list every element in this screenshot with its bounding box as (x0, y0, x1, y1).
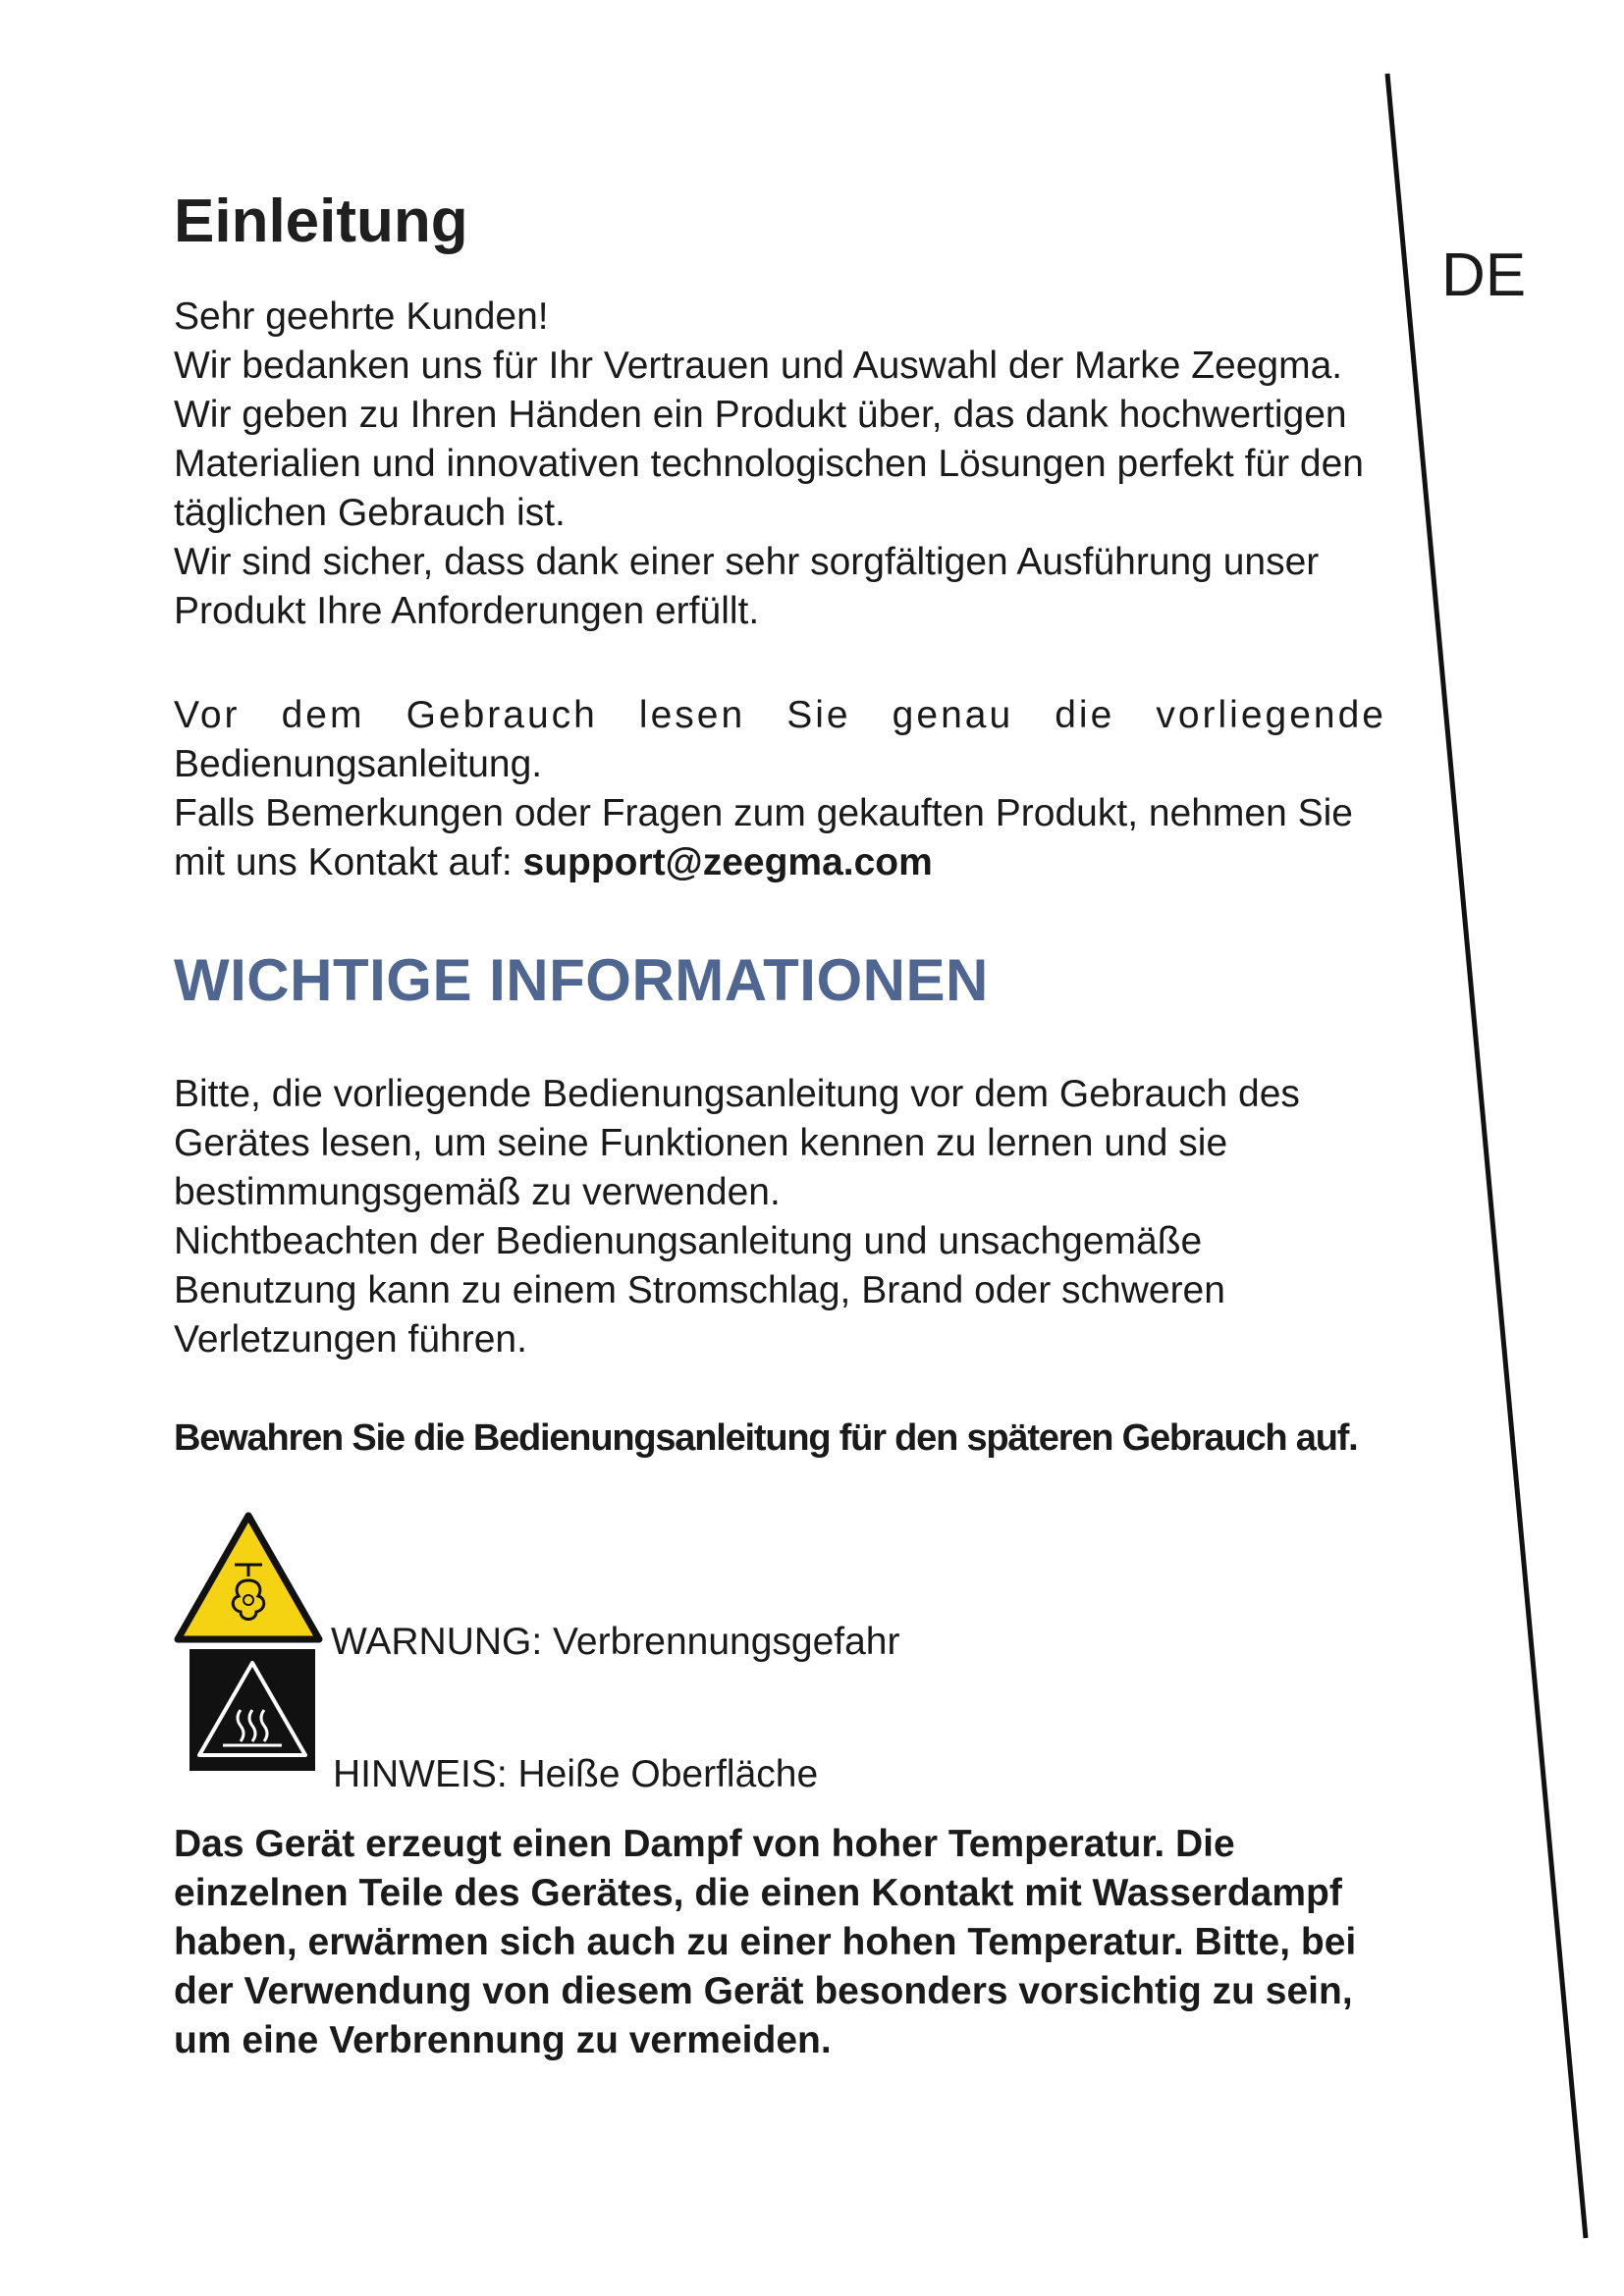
important-paragraph-1: Bitte, die vorliegende Bedienungsanleitung vor dem Gebrauch des Gerätes lesen, um seine Funktionen kennen zu lernen und sie bestimmungsgemäß zu verwenden. (174, 1073, 1300, 1213)
hot-surface-icon (189, 1649, 315, 1771)
language-tag: DE (1441, 241, 1527, 309)
important-title: WICHTIGE INFORMATIONEN (174, 947, 989, 1013)
support-email: support@zeegma.com (522, 841, 933, 883)
warning-signs (174, 1512, 1386, 1795)
greeting: Sehr geehrte Kunden! (174, 295, 549, 338)
read-manual-line-1: Vor dem Gebrauch lesen Sie genau die vorliegende (174, 694, 1386, 736)
contact-paragraph (174, 789, 1386, 887)
warning-label: WARNUNG: Verbrennungsgefahr (331, 1621, 900, 1663)
burn-hazard-warning-icon (174, 1512, 323, 1645)
intro-paragraph-1: Wir bedanken uns für Ihr Vertrauen und Auswahl der Marke Zeegma. Wir geben zu Ihren Händen ein Produkt über, das dank hochwertigen Materialien und innovativen technologischen Lösungen perfekt für den täglichen Gebrauch ist. (174, 345, 1364, 534)
main-content (174, 187, 1386, 2104)
keep-manual-note: Bewahren Sie die Bedienungsanleitung für den späteren Gebrauch auf. (174, 1417, 1358, 1459)
important-paragraph-2: Nichtbeachten der Bedienungsanleitung und unsachgemäße Benutzung kann zu einem Stromschlag, Brand oder schweren Verletzungen führen. (174, 1220, 1225, 1361)
intro-paragraph-2: Wir sind sicher, dass dank einer sehr sorgfältigen Ausführung unser Produkt Ihre Anforderungen erfüllt. (174, 541, 1320, 632)
steam-warning-paragraph: Das Gerät erzeugt einen Dampf von hoher Temperatur. Die einzelnen Teile des Gerätes, die einen Kontakt mit Wasserdampf haben, erwärmen sich auch zu einer hohen Temperatur. Bitte, bei der Verwendung von diesem Gerät besonders vorsichtig zu sein, um eine Verbrennung zu vermeiden. (174, 1823, 1357, 2061)
hint-label: HINWEIS: Heiße Oberfläche (333, 1753, 819, 1795)
contact-text: Falls Bemerkungen oder Fragen zum gekauften Produkt, nehmen Sie mit uns Kontakt auf: (174, 792, 1354, 883)
read-manual-line-2: Bedienungsanleitung. (174, 743, 543, 785)
intro-title: Einleitung (174, 187, 468, 255)
